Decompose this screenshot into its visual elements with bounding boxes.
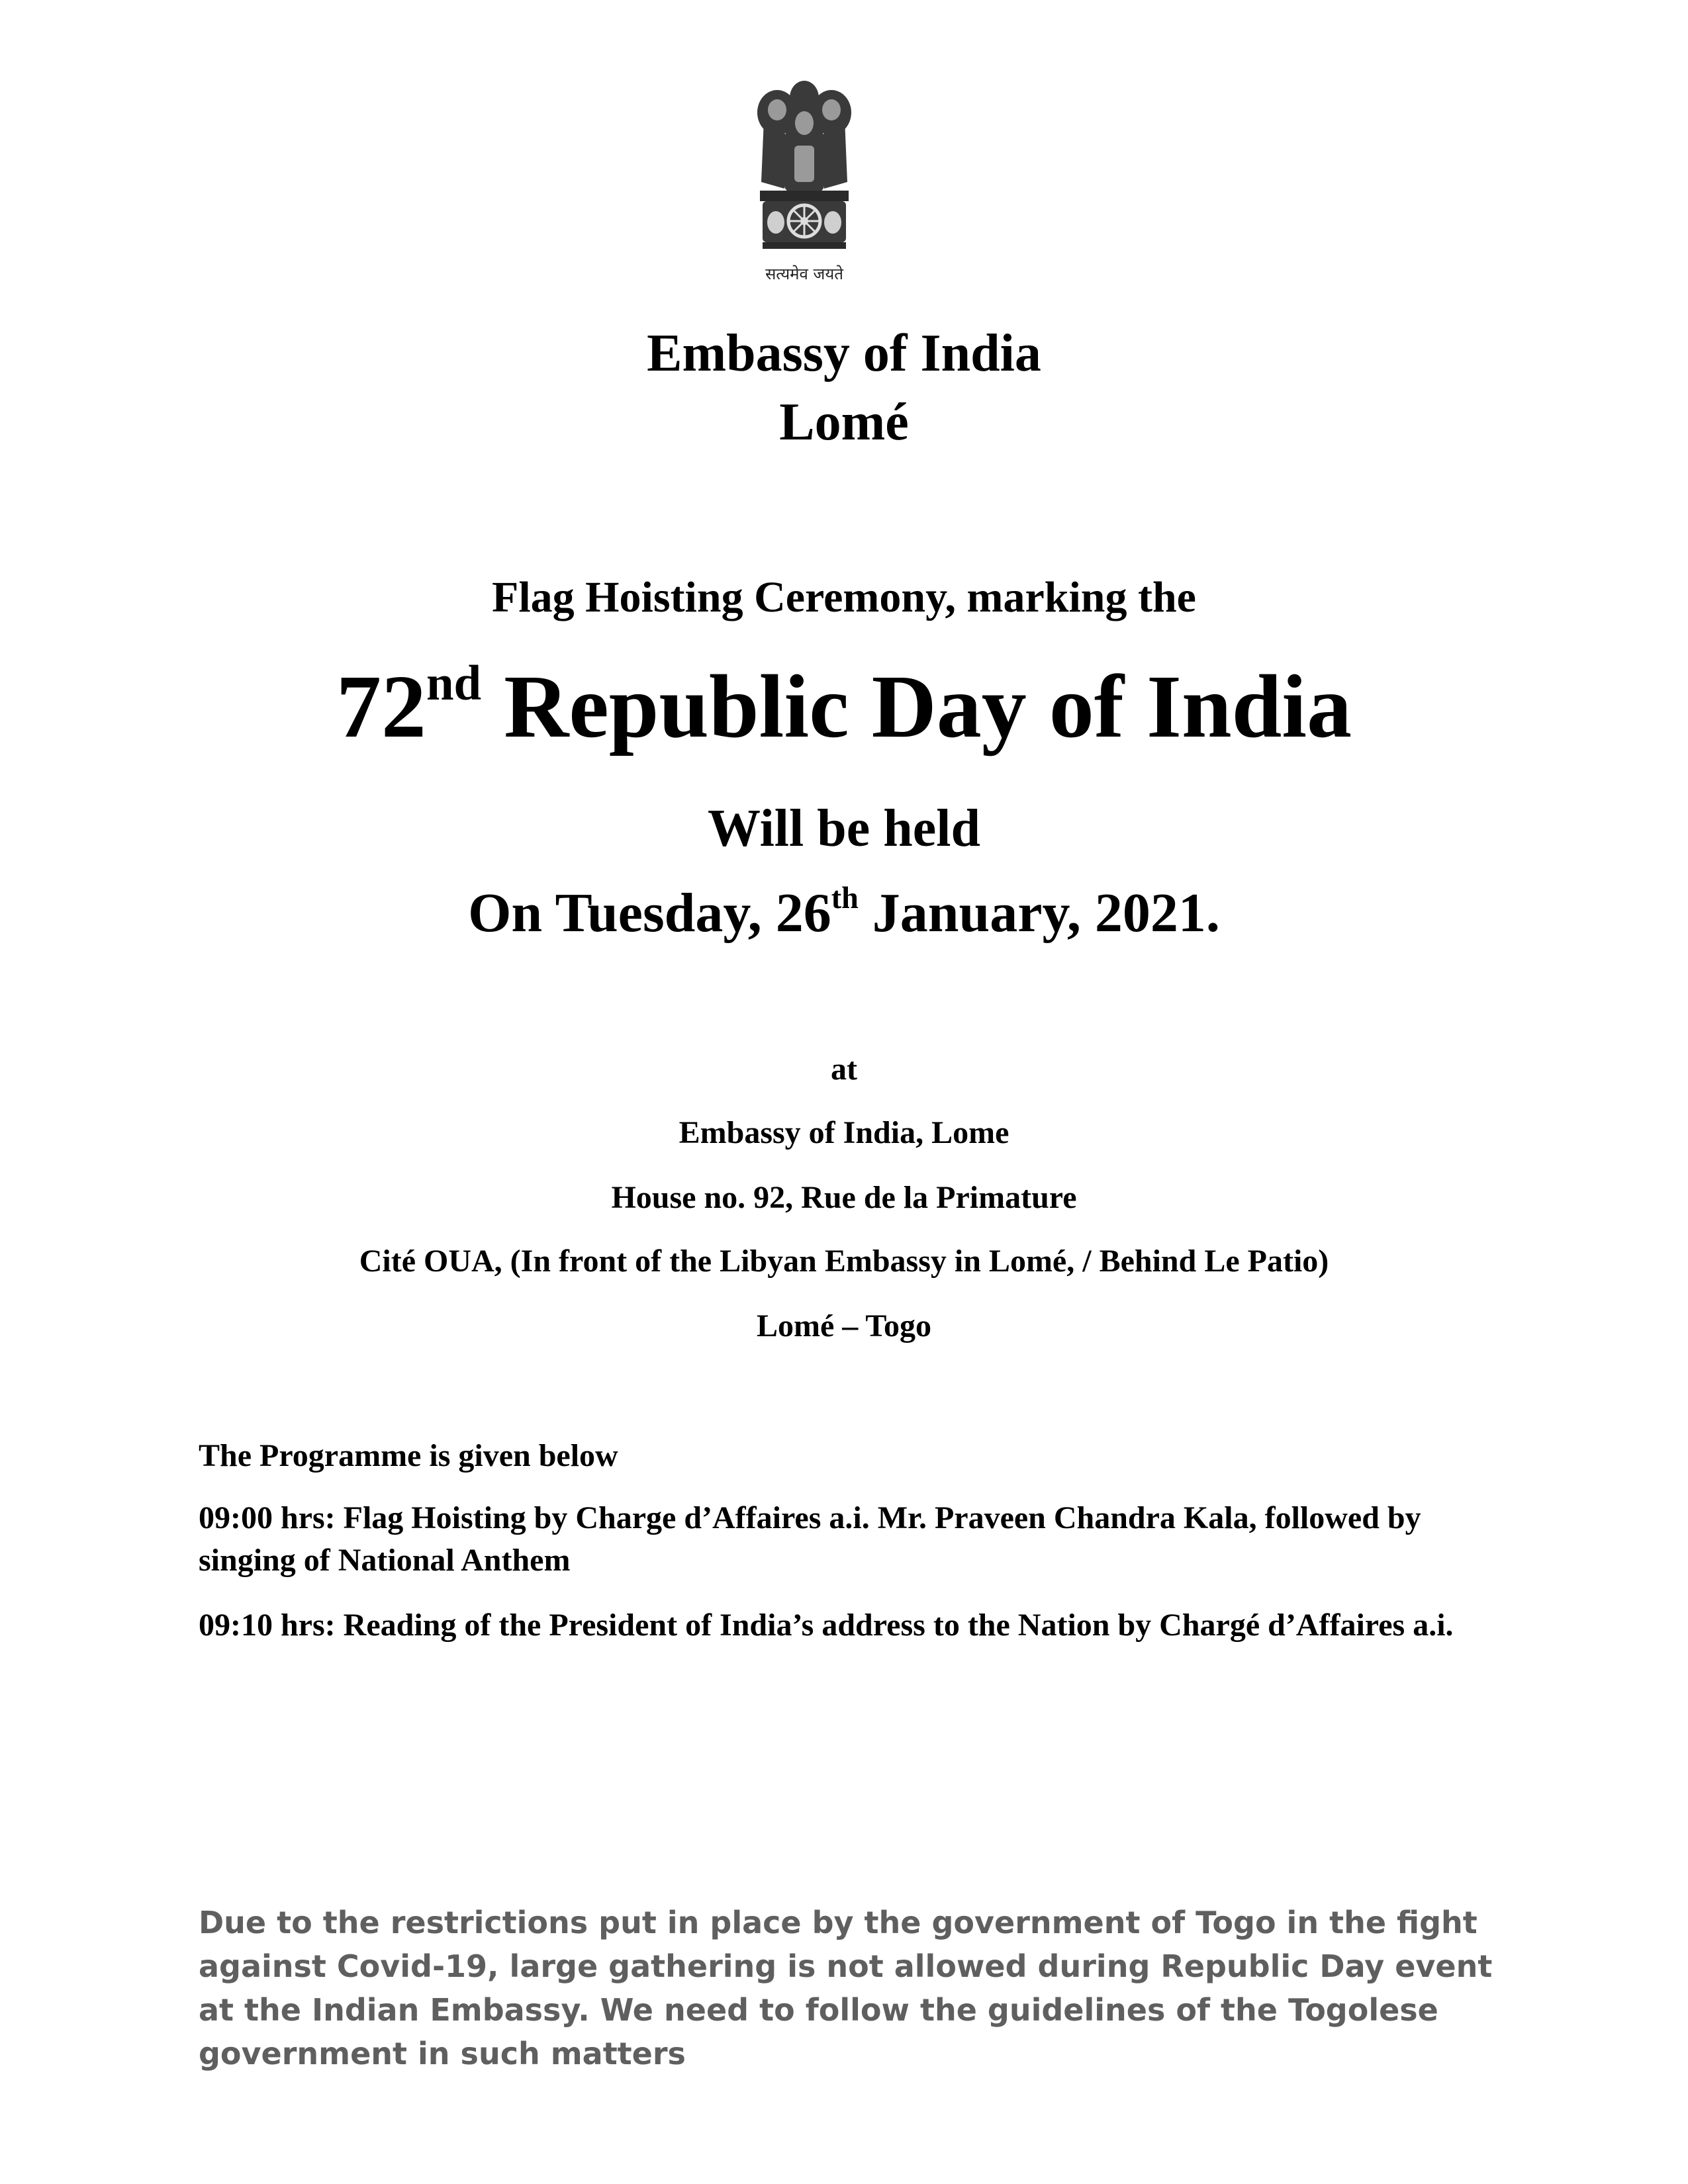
- emblem-motto: सत्यमेव जयते: [765, 265, 843, 283]
- venue-line-3: Cité OUA, (In front of the Libyan Embassy in Lomé, / Behind Le Patio): [359, 1244, 1329, 1279]
- ceremony-line: Flag Hoisting Ceremony, marking the: [492, 573, 1196, 621]
- programme-item: 09:10 hrs: Reading of the President of India’s address to the Nation by Chargé d’Affaires a.i.: [199, 1608, 1454, 1643]
- covid-notice: Due to the restrictions put in place by the government of Togo in the fight against Covid-19, large gathering is not allowed during Republic Day event at the Indian Embassy. We need to follow the guidelines of the Togolese government in such matters: [199, 1905, 1493, 2071]
- headline-number: 72: [336, 657, 426, 756]
- programme-title: The Programme is given below: [199, 1438, 618, 1473]
- event-date: [0, 881, 1688, 944]
- venue-at: at: [831, 1052, 857, 1087]
- venue-line-2: House no. 92, Rue de la Primature: [611, 1180, 1077, 1215]
- venue-line-4: Lomé – Togo: [756, 1308, 932, 1343]
- venue-line-1: Embassy of India, Lome: [679, 1115, 1009, 1150]
- headline-ordinal-suffix: nd: [426, 655, 482, 711]
- national-emblem-icon: [748, 73, 861, 291]
- headline-text: Republic Day of India: [481, 657, 1352, 756]
- date-prefix: On Tuesday, 26: [468, 882, 831, 944]
- embassy-city: Lomé: [779, 393, 909, 451]
- headline: [0, 655, 1688, 756]
- programme-item: 09:00 hrs: Flag Hoisting by Charge d’Affaires a.i. Mr. Praveen Chandra Kala, followed by singing of National Anthem: [199, 1500, 1421, 1578]
- date-ordinal-suffix: th: [831, 881, 859, 915]
- held-line: Will be held: [708, 799, 980, 858]
- embassy-name: Embassy of India: [647, 324, 1041, 383]
- date-rest: January, 2021.: [858, 882, 1220, 944]
